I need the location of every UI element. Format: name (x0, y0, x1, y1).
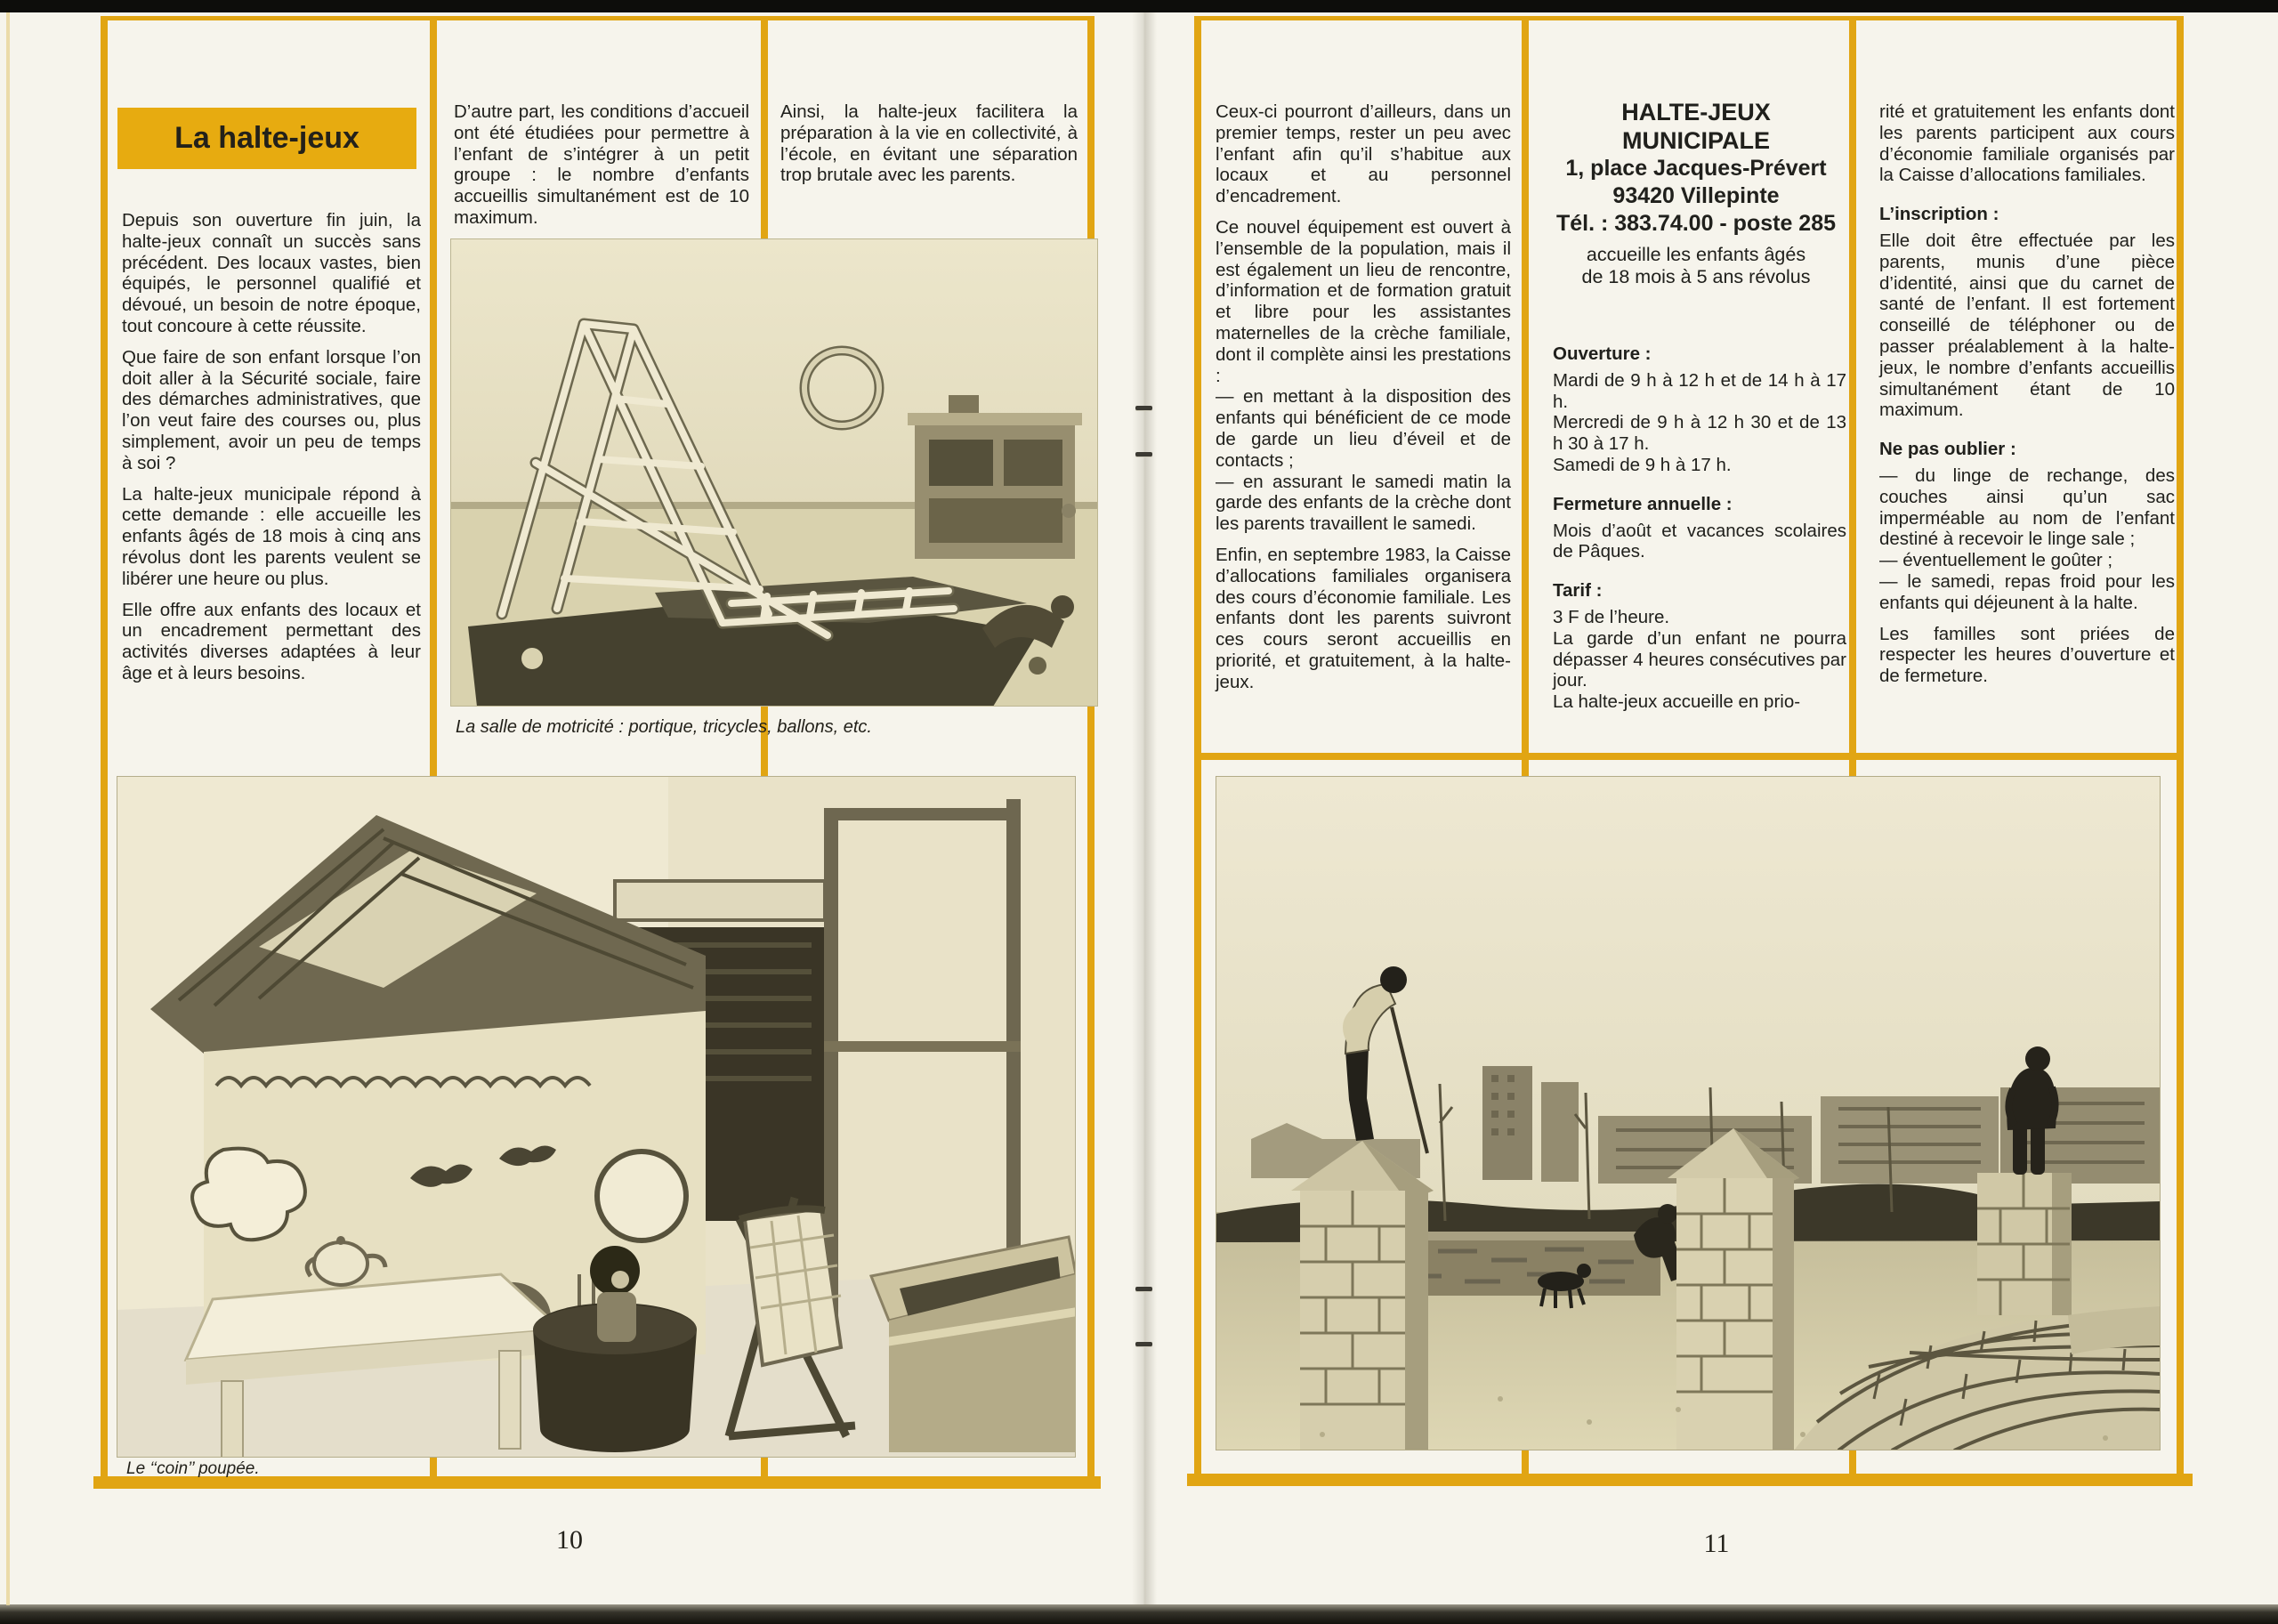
staple (1135, 1287, 1152, 1291)
schedule-line: Samedi de 9 h à 17 h. (1553, 454, 1732, 475)
ball (1029, 657, 1046, 675)
photo-playground-park-illustration (1216, 776, 2161, 1450)
list-item: — du linge de rechange, des couches ainsi qu’un sac imperméable au nom de l’enfant destiné à recevoir le linge sale ; (1879, 465, 2175, 550)
body-paragraph: rité et gratuitement les enfants dont les parents participent aux cours d’économie familiale organisés par la Caisse d’allocations familiales. (1879, 101, 2175, 186)
schedule-line: Mardi de 9 h à 12 h et de 14 h à 17 h. (1553, 369, 1846, 412)
center-fold-crease (1132, 12, 1157, 1605)
list-item: — éventuellement le goûter ; (1879, 550, 2113, 571)
body-paragraph: Depuis son ouverture fin juin, la halte-jeux connaît un succès sans précédent. Des locaux vastes, bien équipés, le personnel qualifié et dévoué, un besoin de notre époque, tout concoure à cette réussite. (122, 210, 421, 336)
body-paragraph: Elle offre aux enfants des locaux et un encadrement permettant des activités diverses adaptées à leur âge et à leurs besoins. (122, 599, 421, 683)
round-window (597, 1151, 686, 1240)
body-paragraph: — en assurant le samedi matin la garde des enfants de la crèche dont les parents travaillent le samedi. (1216, 471, 1511, 535)
facility-name-line1: HALTE-JEUX (1621, 99, 1771, 125)
tarif-line: 3 F de l’heure. (1553, 606, 1670, 627)
page-number-right: 11 (1703, 1529, 1730, 1558)
body-paragraph: Les familles sont priées de respecter les heures d’ouverture et de fermeture. (1879, 623, 2175, 687)
right-column-2 (1553, 343, 1846, 713)
scan-top-edge (0, 0, 2278, 12)
info-box-header (1532, 98, 1860, 288)
body-paragraph: Ainsi, la halte-jeux facilitera la préparation à la vie en collectivité, à l’école, en évitant une séparation trop brutale avec les parents. (780, 101, 1078, 186)
section-ouverture (1553, 343, 1846, 476)
left-column-1 (122, 210, 421, 694)
section-tarif (1553, 580, 1846, 713)
photo-motor-skills-room (450, 238, 1098, 707)
wooden-crate (871, 1237, 1076, 1452)
right-column-1 (1216, 101, 1511, 703)
left-block-pillar (1291, 1141, 1434, 1450)
page-number-left: 10 (556, 1525, 583, 1555)
scan-bottom-edge (0, 1604, 2278, 1624)
schedule-line: Mois d’août et vacances scolaires de Pâques. (1553, 520, 1846, 562)
photo1-caption: La salle de motricité : portique, tricycles, ballons, etc. (456, 717, 872, 737)
article-title: La halte-jeux (174, 121, 359, 155)
body-paragraph: Ce nouvel équipement est ouvert à l’ensemble de la population, mais il est également un lieu de rencontre, d’information et de formation gratuit et libre pour les assistantes maternelles de la crèche familiale, dont il complète ainsi les prestations : (1216, 216, 1511, 386)
photo-doll-corner (117, 776, 1076, 1458)
section-heading: L’inscription : (1879, 204, 1999, 225)
body-paragraph: La halte-jeux municipale répond à cette demande : elle accueille les enfants âgés de 18 mois à cinq ans révolus dont les parents veulent se libérer une heure ou plus. (122, 483, 421, 589)
rule-vertical (1087, 16, 1095, 1480)
facility-address-line2: 93420 Villepinte (1612, 183, 1780, 208)
photo2-caption: Le ‘‘coin’’ poupée. (126, 1459, 260, 1478)
article-title-box (117, 108, 416, 169)
rule-bottom-right-page (1187, 1474, 2193, 1486)
staple (1135, 452, 1152, 456)
body-paragraph: Ceux-ci pourront d’ailleurs, dans un premier temps, rester un peu avec l’enfant afin qu’il s’habitue aux locaux et au personnel d’encadrement. (1216, 101, 1511, 207)
photo-doll-corner-illustration (117, 776, 1076, 1458)
paper-edge-line (6, 12, 10, 1605)
section-fermeture (1553, 494, 1846, 562)
facility-name-line2: MUNICIPALE (1622, 127, 1770, 154)
facility-subtitle-line1: accueille les enfants âgés (1586, 244, 1806, 265)
rule-top-right-page (1194, 16, 2184, 20)
body-paragraph: — en mettant à la disposition des enfants qui bénéficient de ce mode de garde un lieu d’éveil et de contacts ; (1216, 386, 1511, 471)
body-paragraph: Enfin, en septembre 1983, la Caisse d’allocations familiales organisera des cours d’économie familiale. Les enfants dont les parents suivront ces cours seront accueillis en priorité, et gratuitement, à la halte-jeux. (1216, 544, 1511, 692)
tarif-line: La halte-jeux accueille en prio- (1553, 691, 1801, 713)
facility-subtitle-line2: de 18 mois à 5 ans révolus (1581, 266, 1811, 287)
body-paragraph: Que faire de son enfant lorsque l’on doit aller à la Sécurité sociale, faire des démarches administratives, que l’on veut faire des courses ou, plus simplement, avoir un peu de temps à soi ? (122, 346, 421, 473)
section-heading: Fermeture annuelle : (1553, 493, 1733, 514)
section-ne-pas-oublier (1879, 439, 2175, 687)
rule-vertical (1194, 16, 1201, 1480)
body-paragraph: D’autre part, les conditions d’accueil ont été étudiées pour permettre à l’enfant de s’intégrer à un petit groupe : le nombre d’enfants accueillis simultanément est de 10 maximum. (454, 101, 749, 228)
list-item: — le samedi, repas froid pour les enfants qui déjeunent à la halte. (1879, 570, 2175, 613)
section-heading: Tarif : (1553, 580, 1603, 602)
section-inscription (1879, 204, 2175, 421)
center-block-pillar (1668, 1128, 1799, 1450)
tarif-line: La garde d’un enfant ne pourra dépasser 4 heures consécutives par jour. (1553, 627, 1846, 691)
rule-middle-right-page (1194, 753, 2184, 760)
photo-playground-park (1216, 776, 2161, 1450)
rule-vertical (2177, 16, 2184, 1480)
schedule-line: Mercredi de 9 h à 12 h 30 et de 13 h 30 à 17 h. (1553, 412, 1846, 455)
section-heading: Ouverture : (1553, 343, 1652, 364)
left-column-3 (780, 101, 1078, 196)
body-paragraph: Elle doit être effectuée par les parents, munis d’une pièce d’identité, ainsi que du carnet de santé de l’enfant. Il est fortement conseillé de téléphoner ou de passer préalablement à la halte-jeux, le nombre d’enfants accueillis simultanément étant de 10 maximum. (1879, 230, 2175, 421)
right-column-3 (1879, 101, 2175, 697)
rule-top-left-page (101, 16, 1095, 20)
staple (1135, 1342, 1152, 1346)
facility-phone: Tél. : 383.74.00 - poste 285 (1555, 211, 1837, 236)
rule-vertical (101, 16, 108, 1480)
section-heading: Ne pas oublier : (1879, 439, 2016, 460)
toy-cabinet (908, 395, 1082, 559)
staple (1135, 406, 1152, 410)
ball (521, 648, 543, 669)
left-column-2 (454, 101, 749, 238)
photo-motor-skills-room-illustration (450, 238, 1098, 707)
facility-address-line1: 1, place Jacques-Prévert (1565, 156, 1827, 181)
